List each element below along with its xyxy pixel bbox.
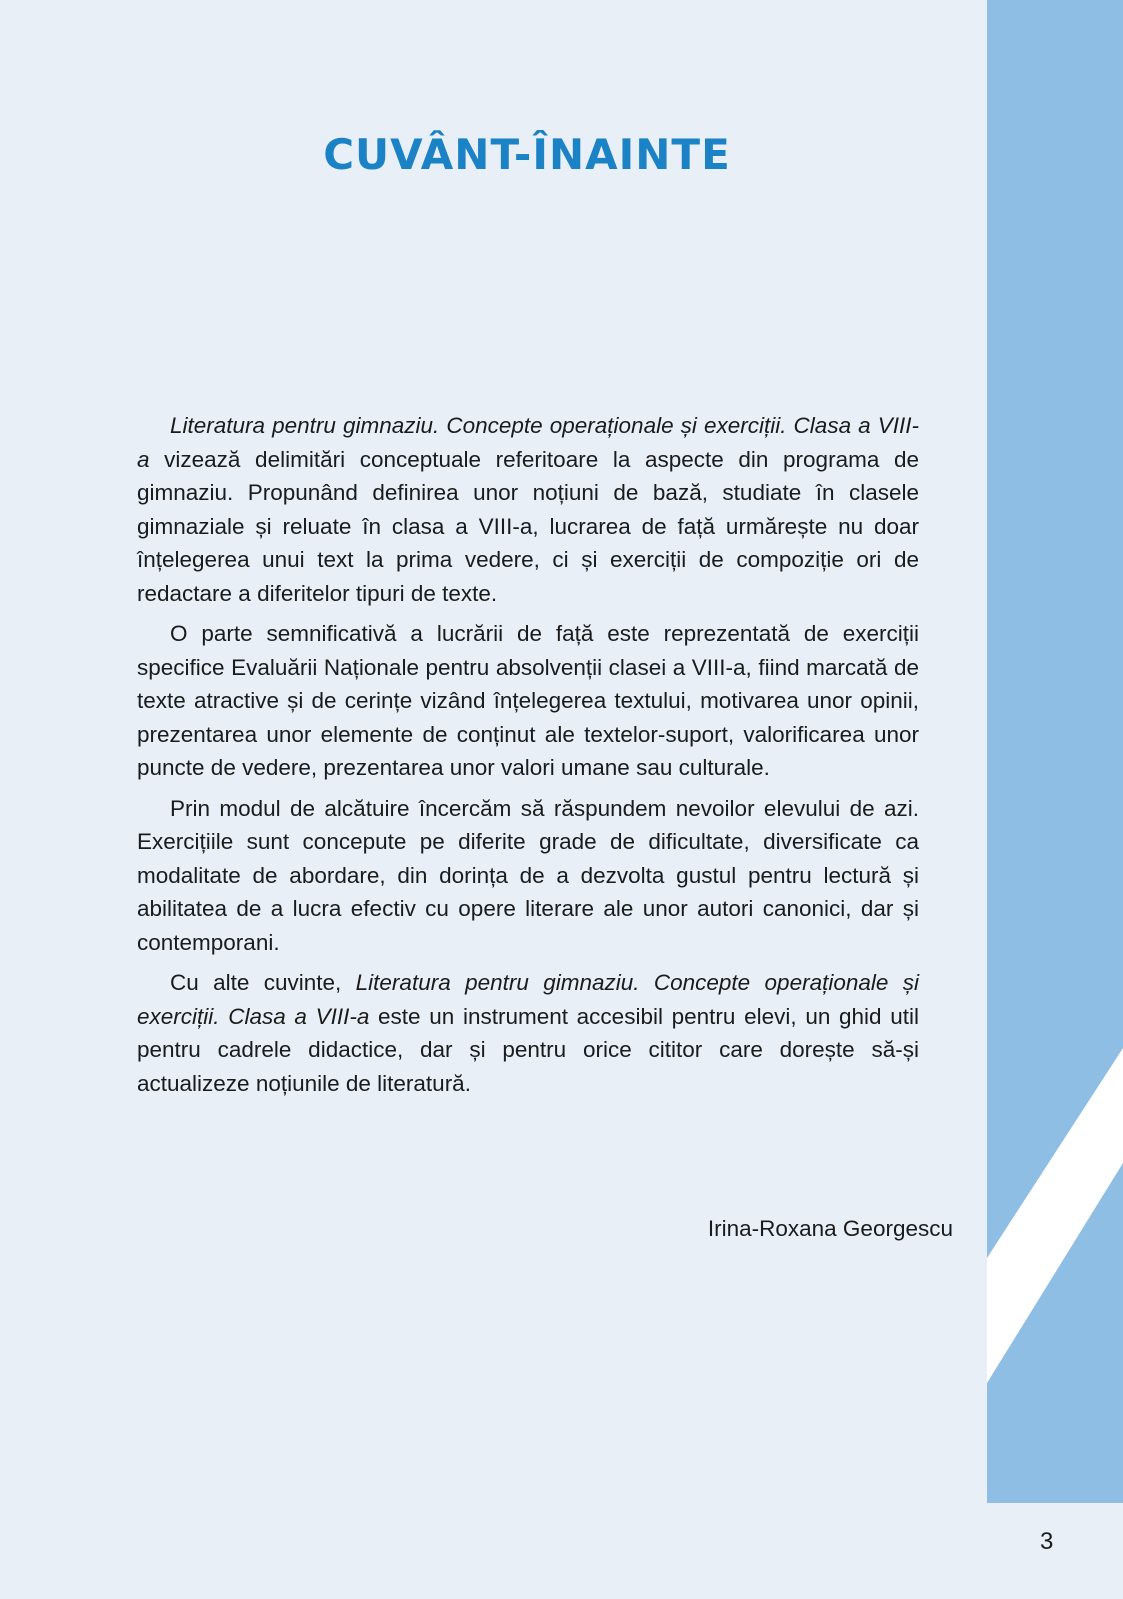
page-number: 3: [1040, 1528, 1054, 1555]
paragraph-text: este un instrument accesibil pentru elevi, un ghid util pentru cadrele didactice, dar și pentru orice cititor care dorește să-și actualizeze noțiunile de literatură.: [137, 1003, 919, 1096]
paragraph-3: Prin modul de alcătuire încercăm să răspundem nevoilor elevului de azi. Exercițiile sunt concepute pe diferite grade de dificultate, diversificate ca modalitate de abordare, din dorința de a dezvolta gustul pentru lectură și abilitatea de a lucra efectiv cu opere literare ale unor autori canonici, dar și contemporani.: [137, 795, 919, 955]
foreword-body: [137, 409, 919, 1107]
paragraph-2: O parte semnificativă a lucrării de față este reprezentată de exerciții specifice Evaluării Naționale pentru absolvenții clasei a VIII-a, fiind marcată de texte atractive și de cerințe vizând înțelegerea textului, motivarea unor opinii, prezentarea unor elemente de conținut ale textelor-suport, valorificarea unor puncte de vedere, prezentarea unor valori umane sau culturale.: [137, 621, 919, 780]
book-title-italic: Literatura pentru gimnaziu. Concepte operaționale și exerciții. Clasa a VIII-a: [137, 970, 919, 1029]
paragraph-lead: Cu alte cuvinte,: [170, 970, 356, 995]
decorative-side-band: [987, 0, 1123, 1503]
book-title-italic: Literatura pentru gimnaziu. Concepte operaționale și exerciții. Clasa a VIII-a: [137, 413, 919, 472]
author-signature: Irina-Roxana Georgescu: [707, 1216, 953, 1241]
paragraph-text: vizează delimitări conceptuale referitoare la aspecte din programa de gimnaziu. Propunând definirea unor noțiuni de bază, studiate în clasele gimnaziale și reluate în clasa a VIII-a, lucrarea de față urmărește nu doar înțelegerea unui text la prima vedere, ci și exerciții de compoziție ori de redactare a diferitelor tipuri de texte.: [137, 446, 919, 606]
paragraph-1: [137, 409, 919, 610]
paragraph-4: [137, 966, 919, 1100]
page-title: CUVÂNT-ÎNAINTE: [323, 130, 731, 179]
diagonal-stripe: [987, 0, 1123, 1503]
